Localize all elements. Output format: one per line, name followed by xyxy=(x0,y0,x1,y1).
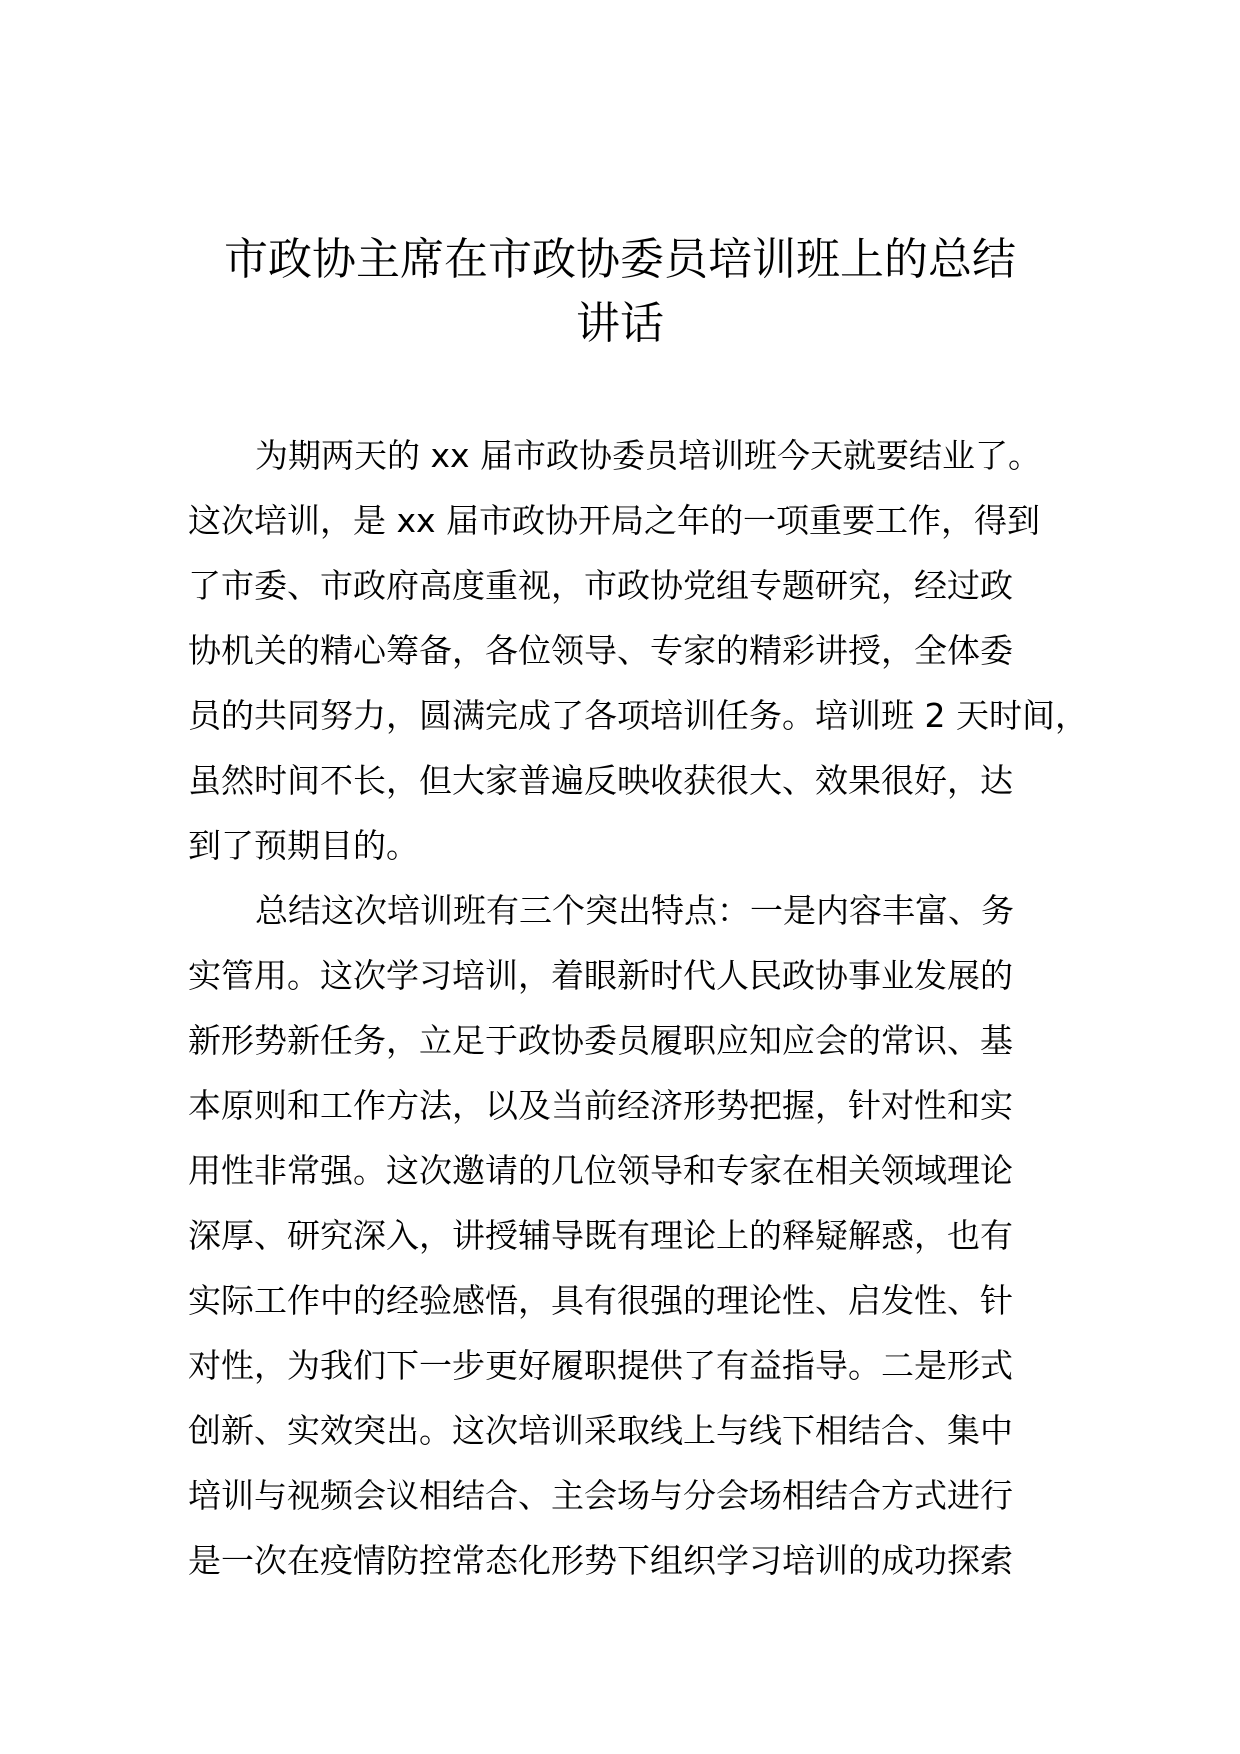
title-line-2: 讲话 xyxy=(576,298,664,349)
paragraph-1-line-4: 协机关的精心筹备，各位领导、专家的精彩讲授，全体委 xyxy=(188,631,1013,670)
paragraph-2-line-2: 实管用。这次学习培训，着眼新时代人民政协事业发展的 xyxy=(188,956,1013,995)
paragraph-1-line-7: 到了预期目的。 xyxy=(188,826,419,865)
paragraph-2-line-9: 创新、实效突出。这次培训采取线上与线下相结合、集中 xyxy=(188,1411,1013,1450)
document-body xyxy=(188,423,1088,1593)
paragraph-1-line-5: 员的共同努力，圆满完成了各项培训任务。培训班 2 天时间， xyxy=(188,696,1088,735)
paragraph-2-line-1: 总结这次培训班有三个突出特点：一是内容丰富、务 xyxy=(255,891,1014,930)
paragraph-2-line-7: 实际工作中的经验感悟，具有很强的理论性、启发性、针 xyxy=(188,1281,1013,1320)
paragraph-2-line-11: 是一次在疫情防控常态化形势下组织学习培训的成功探索 xyxy=(188,1541,1013,1580)
paragraph-1-line-1: 为期两天的 xx 届市政协委员培训班今天就要结业了。 xyxy=(255,436,1042,475)
paragraph-2-line-6: 深厚、研究深入，讲授辅导既有理论上的释疑解惑，也有 xyxy=(188,1216,1013,1255)
paragraph-2-line-10: 培训与视频会议相结合、主会场与分会场相结合方式进行 xyxy=(188,1476,1013,1515)
paragraph-2-line-8: 对性，为我们下一步更好履职提供了有益指导。二是形式 xyxy=(188,1346,1013,1385)
title-line-1: 市政协主席在市政协委员培训班上的总结 xyxy=(224,234,1016,285)
paragraph-1-line-3: 了市委、市政府高度重视，市政协党组专题研究，经过政 xyxy=(188,566,1013,605)
document-title xyxy=(150,228,1090,356)
paragraph-2-line-4: 本原则和工作方法，以及当前经济形势把握，针对性和实 xyxy=(188,1086,1013,1125)
paragraph-1-line-6: 虽然时间不长，但大家普遍反映收获很大、效果很好，达 xyxy=(188,761,1013,800)
paragraph-2-line-5: 用性非常强。这次邀请的几位领导和专家在相关领域理论 xyxy=(188,1151,1013,1190)
paragraph-2-line-3: 新形势新任务，立足于政协委员履职应知应会的常识、基 xyxy=(188,1021,1013,1060)
paragraph-1-line-2: 这次培训，是 xx 届市政协开局之年的一项重要工作，得到 xyxy=(188,501,1041,540)
